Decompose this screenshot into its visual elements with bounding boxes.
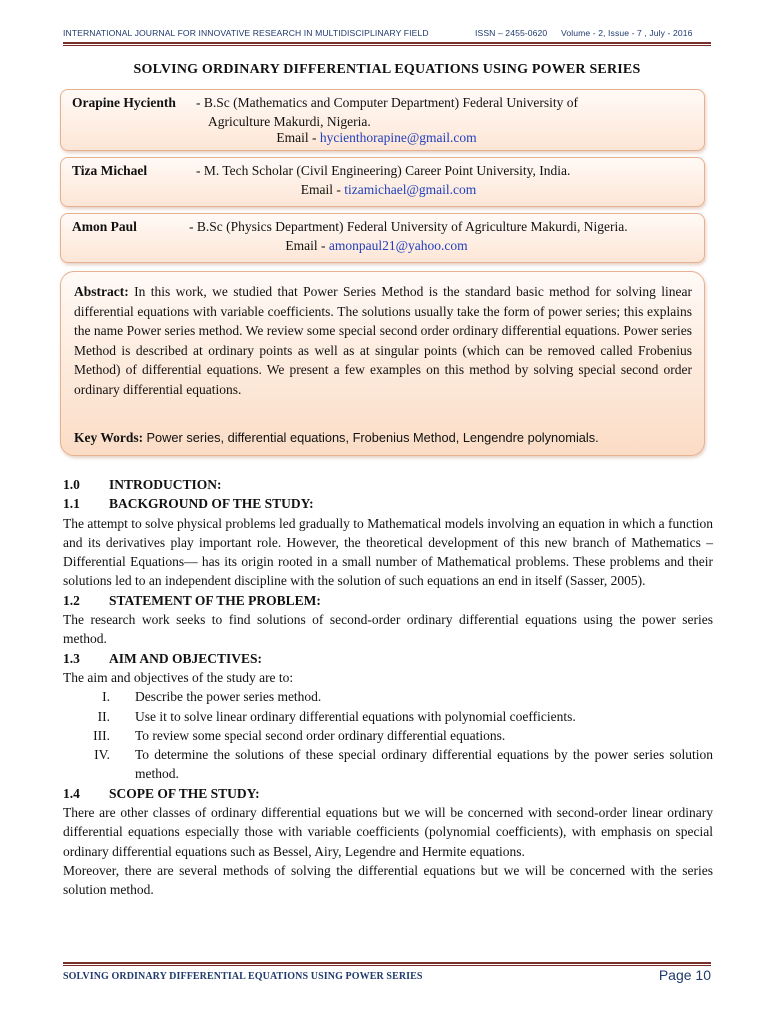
author-affiliation: - B.Sc (Physics Department) Federal University of Agriculture Makurdi, Nigeria. xyxy=(189,219,628,234)
author-affiliation: - B.Sc (Mathematics and Computer Department) Federal University of xyxy=(196,95,579,110)
volume-issue: Volume - 2, Issue - 7 , July - 2016 xyxy=(561,28,693,38)
section-heading-1-4: 1.4 SCOPE OF THE STUDY: xyxy=(63,785,260,801)
paragraph-scope: There are other classes of ordinary differential equations but we will be concerned with second-order linear ordinary differential equations especially those with variable coefficients (polynomial coefficients), with emphasis on special ordinary differential equations such as Bessel, Airy, Legendre and Hermite equations. xyxy=(63,805,713,859)
list-item: I. Describe the power series method. xyxy=(102,689,322,705)
author-email-link[interactable]: tizamichael@gmail.com xyxy=(344,182,477,197)
body-content xyxy=(63,475,713,900)
paragraph-background: The attempt to solve physical problems led gradually to Mathematical models involving an equation in which a function and its derivatives play important role. However, the theoretical development of this new branch of Mathematics –Differential Equations— has its origin rooted in a small number of Mathematical problems. These problems and their solutions led to an independent discipline with the solution of such equations an end in itself (Sasser, 2005). xyxy=(63,515,713,589)
list-item: III. To review some special second order ordinary differential equations. xyxy=(93,727,506,743)
author-email-link[interactable]: amonpaul21@yahoo.com xyxy=(328,238,468,253)
section-heading-1-0: 1.0 INTRODUCTION: xyxy=(63,477,222,492)
author-email-line: Email - amonpaul21@yahoo.com xyxy=(285,238,468,253)
section-heading-1-1: 1.1 BACKGROUND OF THE STUDY: xyxy=(63,496,314,512)
section-heading-1-2: 1.2 STATEMENT OF THE PROBLEM: xyxy=(63,592,321,608)
author-email-link[interactable]: hycienthorapine@gmail.com xyxy=(319,130,477,145)
keywords xyxy=(74,428,692,447)
author-box-1 xyxy=(60,89,705,151)
abstract-text: In this work, we studied that Power Series Method is the standard basic method for solving linear differential equations with variable coefficients. The solutions usually take the form of power series; this explains the name Power series method. We review some special second order ordinary differential equations. Power series Method is described at ordinary points as well as at singular points (which can be removed called Frobenius Method) of differential equations. We present a few examples on this method by solving special second order ordinary differential equations. xyxy=(74,284,693,397)
paragraph-problem: The research work seeks to find solutions of second-order ordinary differential equations using the power series method. xyxy=(63,612,713,647)
author-name: Orapine Hycienth xyxy=(72,95,176,110)
list-item: IV. To determine the solutions of these special ordinary differential equations by the power series solution method. xyxy=(94,747,713,782)
author-affiliation-cont: Agriculture Makurdi, Nigeria. xyxy=(208,114,371,129)
running-footer-title: SOLVING ORDINARY DIFFERENTIAL EQUATIONS USING POWER SERIES xyxy=(63,971,423,982)
abstract xyxy=(74,282,692,400)
page-number: Page 10 xyxy=(658,967,711,983)
header-rule-thin xyxy=(63,45,711,46)
abstract-label: Abstract: xyxy=(74,284,129,299)
author-name: Tiza Michael xyxy=(72,163,148,178)
header-rule xyxy=(63,42,711,44)
author-email-line: Email - hycienthorapine@gmail.com xyxy=(276,130,477,145)
author-box-3 xyxy=(60,213,705,263)
author-affiliation: - M. Tech Scholar (Civil Engineering) Career Point University, India. xyxy=(196,163,571,178)
footer-rule-thin xyxy=(63,965,711,966)
issn: ISSN – 2455-0620 xyxy=(475,28,548,38)
keywords-label: Key Words: xyxy=(74,430,144,445)
section-heading-1-3: 1.3 AIM AND OBJECTIVES: xyxy=(63,650,263,666)
paragraph-aims: The aim and objectives of the study are to: xyxy=(63,669,294,685)
paragraph-scope-cont: Moreover, there are several methods of solving the differential equations but we will be concerned with the series solution method. xyxy=(63,862,713,898)
journal-name: INTERNATIONAL JOURNAL FOR INNOVATIVE RESEARCH IN MULTIDISCIPLINARY FIELD xyxy=(63,28,429,38)
list-item: II. Use it to solve linear ordinary differential equations with polynomial coefficients. xyxy=(97,708,576,724)
author-name: Amon Paul xyxy=(72,219,137,234)
footer-rule xyxy=(63,962,711,964)
objectives-list xyxy=(63,687,713,783)
abstract-box xyxy=(60,271,705,456)
author-box-2 xyxy=(60,157,705,207)
paper-title: SOLVING ORDINARY DIFFERENTIAL EQUATIONS USING POWER SERIES xyxy=(133,62,641,77)
keywords-text: Power series, differential equations, Frobenius Method, Lengendre polynomials. xyxy=(146,430,599,445)
author-email-line: Email - tizamichael@gmail.com xyxy=(300,182,477,197)
